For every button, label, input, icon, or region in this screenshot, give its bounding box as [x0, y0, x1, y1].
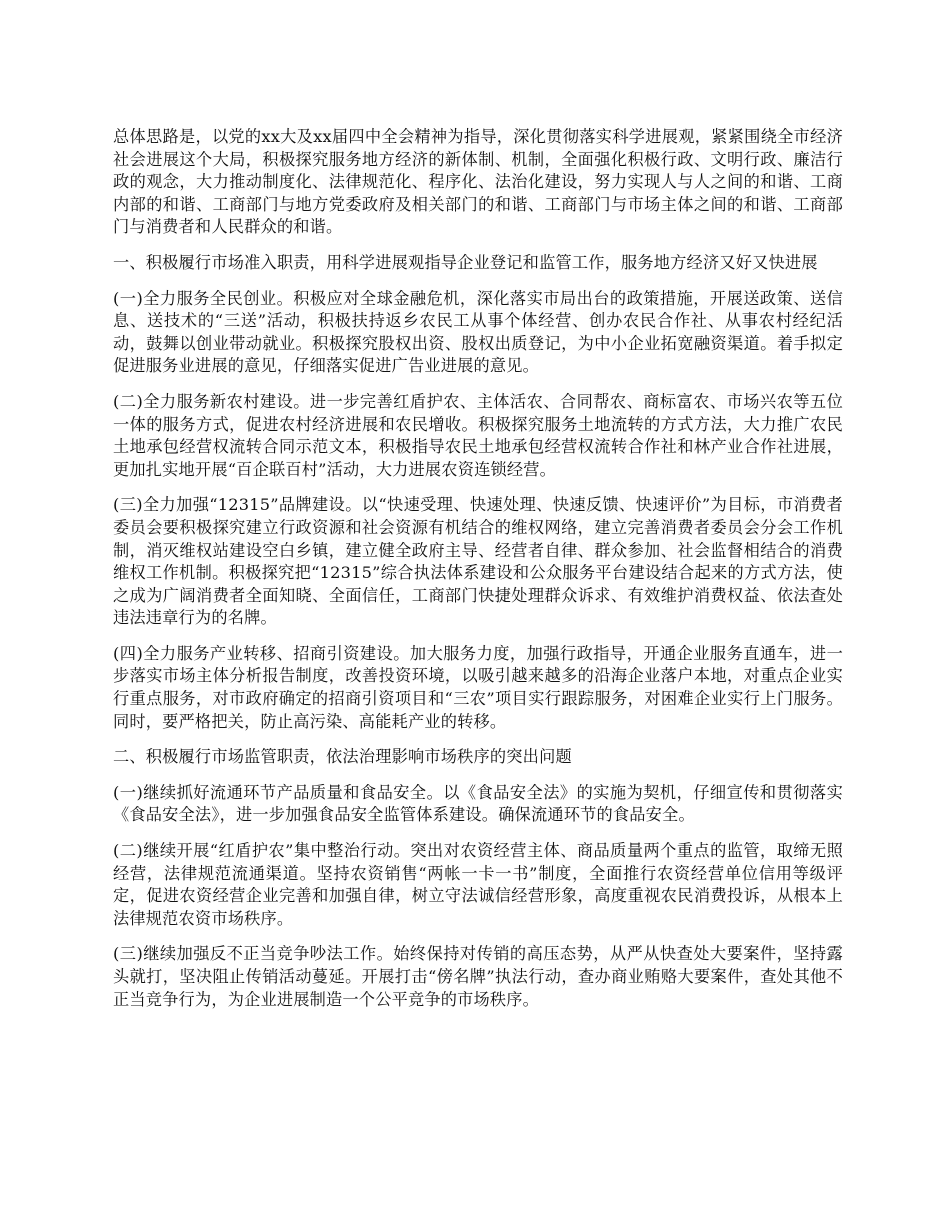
paragraph-2-1: (一)继续抓好流通环节产品质量和食品安全。以《食品安全法》的实施为契机，仔细宣传和贯彻落实《食品安全法》，进一步加强食品安全监管体系建设。确保流通环节的食品安全。	[113, 782, 843, 825]
intro-paragraph: 总体思路是，以党的xx大及xx届四中全会精神为指导，深化贯彻落实科学进展观，紧紧围绕全市经济社会进展这个大局，积极探究服务地方经济的新体制、机制，全面强化积极行政、文明行政、廉洁行政的观念，大力推动制度化、法律规范化、程序化、法治化建设，努力实现人与人之间的和谐、工商内部的和谐、工商部门与地方党委政府及相关部门的和谐、工商部门与市场主体之间的和谐、工商部门与消费者和人民群众的和谐。	[113, 127, 843, 237]
paragraph-1-3: (三)全力加强“12315”品牌建设。以“快速受理、快速处理、快速反馈、快速评价”为目标，市消费者委员会要积极探究建立行政资源和社会资源有机结合的维权网络，建立完善消费者委员会分会工作机制，消灭维权站建设空白乡镇，建立健全政府主导、经营者自律、群众参加、社会监督相结合的消费维权工作机制。积极探究把“12315”综合执法体系建设和公众服务平台建设结合起来的方式方法，使之成为广阔消费者全面知晓、全面信任，工商部门快捷处理群众诉求、有效维护消费权益、依法查处违法违章行为的名牌。	[113, 495, 843, 628]
section-heading-1: 一、积极履行市场准入职责，用科学进展观指导企业登记和监管工作，服务地方经济又好又快进展	[113, 252, 818, 272]
paragraph-2-3: (三)继续加强反不正当竞争吵法工作。始终保持对传销的高压态势，从严从快查处大要案件，坚持露头就打，坚决阻止传销活动蔓延。开展打击“傍名牌”执法行动，查办商业贿赂大要案件，查处其他不正当竞争行为，为企业进展制造一个公平竞争的市场秩序。	[113, 944, 843, 1009]
document-body	[113, 126, 843, 1024]
section-heading-2: 二、积极履行市场监管职责，依法治理影响市场秩序的突出问题	[113, 747, 572, 767]
paragraph-1-1: (一)全力服务全民创业。积极应对全球金融危机，深化落实市局出台的政策措施，开展送政策、送信息、送技术的“三送”活动，积极扶持返乡农民工从事个体经营、创办农民合作社、从事农村经纪活动，鼓舞以创业带动就业。积极探究股权出资、股权出质登记，为中小企业拓宽融资渠道。着手拟定促进服务业进展的意见，仔细落实促进广告业进展的意见。	[113, 288, 843, 376]
paragraph-1-2: (二)全力服务新农村建设。进一步完善红盾护农、主体活农、合同帮农、商标富农、市场兴农等五位一体的服务方式，促进农村经济进展和农民增收。积极探究服务土地流转的方式方法，大力推广农民土地承包经营权流转合同示范文本，积极指导农民土地承包经营权流转合作社和林产业合作社进展，更加扎实地开展“百企联百村”活动，大力进展农资连锁经营。	[113, 391, 843, 479]
paragraph-2-2: (二)继续开展“红盾护农”集中整治行动。突出对农资经营主体、商品质量两个重点的监管，取缔无照经营，法律规范流通渠道。坚持农资销售“两帐一卡一书”制度，全面推行农资经营单位信用等级评定，促进农资经营企业完善和加强自律，树立守法诚信经营形象，高度重视农民消费投诉，从根本上法律规范农资市场秩序。	[113, 841, 843, 928]
paragraph-1-4: (四)全力服务产业转移、招商引资建设。加大服务力度，加强行政指导，开通企业服务直通车，进一步落实市场主体分析报告制度，改善投资环境，以吸引越来越多的沿海企业落户本地，对重点企业实行重点服务，对市政府确定的招商引资项目和“三农”项目实行跟踪服务，对困难企业实行上门服务。同时，要严格把关，防止高污染、高能耗产业的转移。	[113, 643, 843, 731]
